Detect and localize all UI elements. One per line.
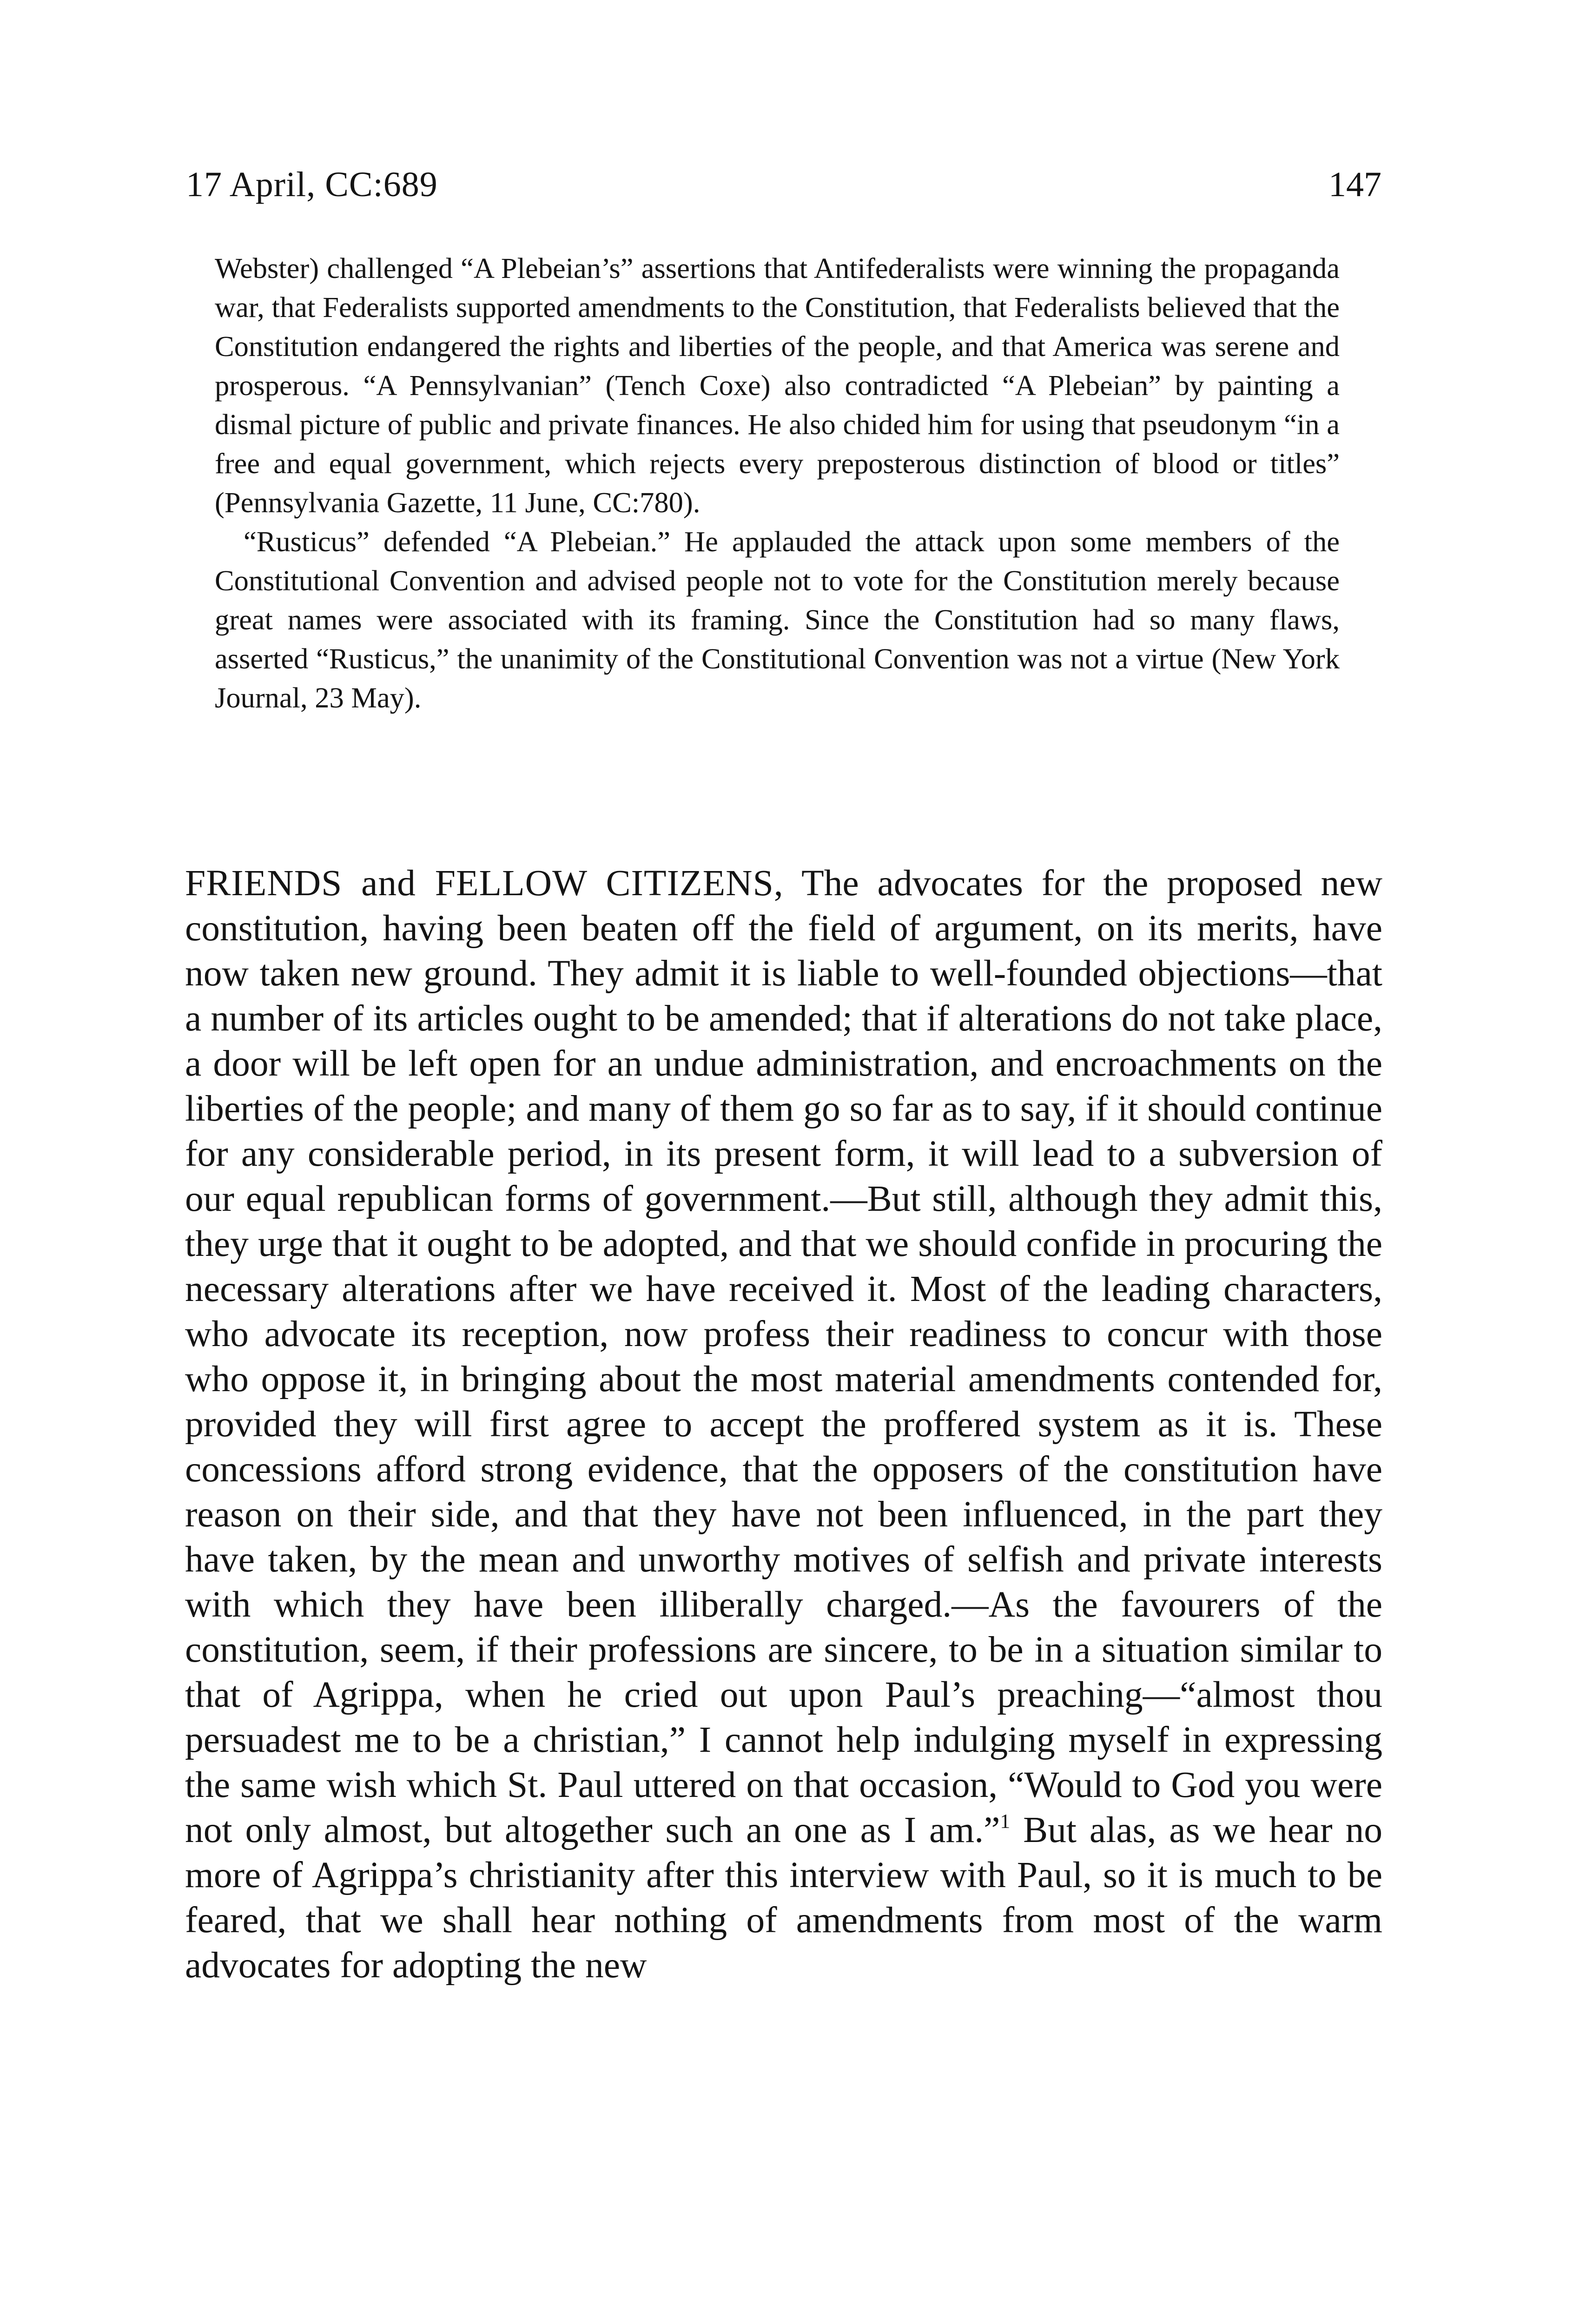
editorial-headnote [215,249,1340,717]
document-body [185,861,1382,1988]
salutation: FRIENDS and FELLOW CITIZENS, [185,863,784,904]
body-text-continued: But alas, as we hear no more of Agrippa’s christianity after this interview with Paul, so it is much to be feared, that we shall hear nothing of amendments from most of the warm advocates for adopting the new [185,1809,1383,1986]
body-paragraph [185,861,1382,1988]
page-number: 147 [1328,165,1381,204]
body-text: The advocates for the proposed new constitution, having been beaten off the field of argument, on its merits, have now taken new ground. They admit it is liable to well-founded objections—that a number of its articles ought to be amended; that if alterations do not take place, a door will be left open for an undue administration, and encroachments on the liberties of the people; and many of them go so far as to say, if it should continue for any considerable period, in its present form, it will lead to a subversion of our equal republican forms of government.—But still, although they admit this, they urge that it ought to be adopted, and that we should confide in procuring the necessary alterations after we have received it. Most of the leading characters, who advocate its reception, now profess their readiness to concur with those who oppose it, in bringing about the most material amendments contended for, provided they will first agree to accept the proffered system as it is. These concessions afford strong evidence, that the opposers of the constitution have reason on their side, and that they have not been influenced, in the part they have taken, by the mean and unworthy motives of selfish and private interests with which they have been illiberally charged.—As the favourers of the constitution, seem, if their professions are sincere, to be in a situation similar to that of Agrippa, when he cried out upon Paul’s preaching—“almost thou persuadest me to be a christian,” I cannot help indulging myself in expressing the same wish which St. Paul uttered on that occasion, “Would to God you were not only almost, but altogether such an one as I am.” [185,863,1382,1850]
headnote-paragraph: Webster) challenged “A Plebeian’s” assertions that Antifederalists were winning the propaganda war, that Federalists supported amendments to the Constitution, that Federalists believed that the Constitution endangered the rights and liberties of the people, and that America was serene and prosperous. “A Pennsylvanian” (Tench Coxe) also contradicted “A Plebeian” by painting a dismal picture of public and private finances. He also chided him for using that pseudonym “in a free and equal government, which rejects every preposterous distinction of blood or titles” (Pennsylvania Gazette, 11 June, CC:780). [215,252,1340,519]
running-head: 17 April, CC:689 [186,165,438,204]
footnote-marker: 1 [1000,1810,1011,1833]
headnote-paragraph: “Rusticus” defended “A Plebeian.” He applauded the attack upon some members of the Constitutional Convention and advised people not to vote for the Constitution merely because great names were associated with its framing. Since the Constitution had so many flaws, asserted “Rusticus,” the unanimity of the Constitutional Convention was not a virtue (New York Journal, 23 May). [215,525,1340,714]
